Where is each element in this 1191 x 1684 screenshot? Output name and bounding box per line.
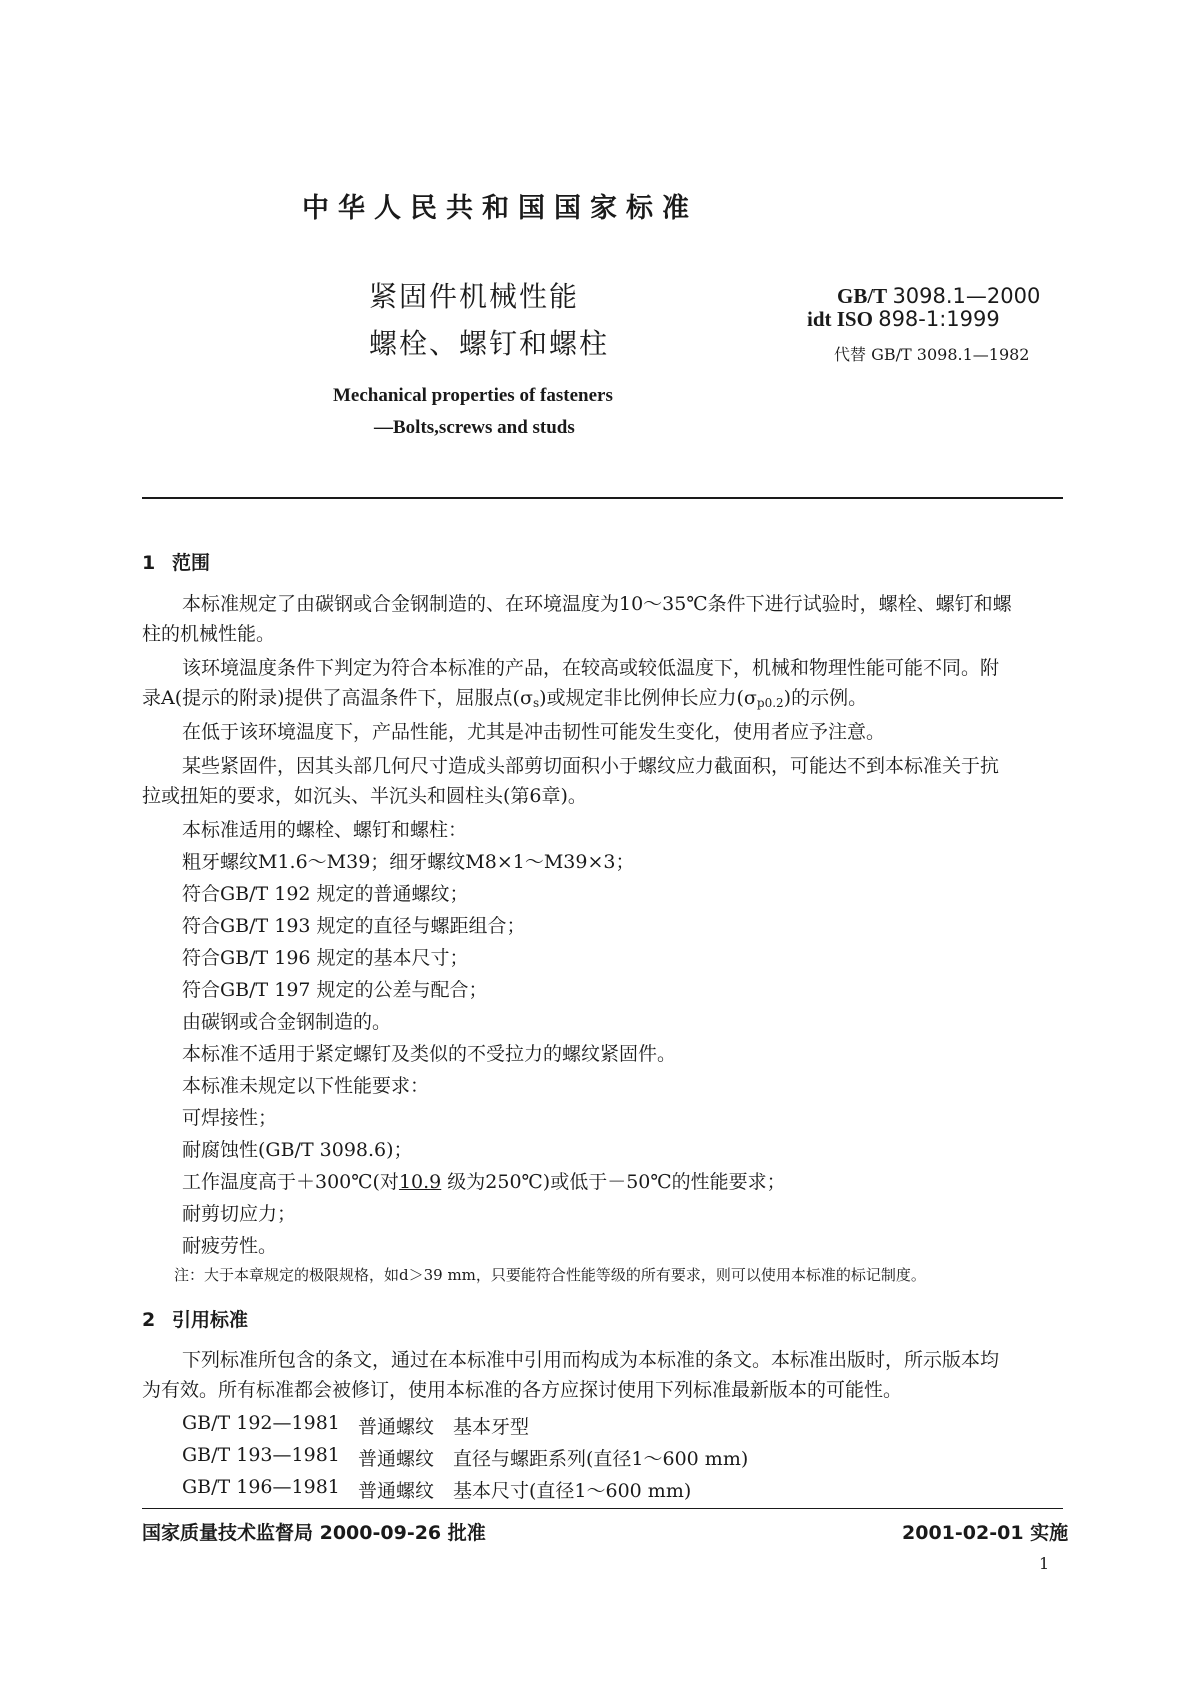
- s1-unspecified-weldability: 可焊接性；: [182, 1107, 278, 1129]
- standard-code-number: 3098.1—2000: [892, 284, 1041, 308]
- s1-note: 注：大于本章规定的极限规格，如d＞39 mm，只要能符合性能等级的所有要求，则可以使用本标准的标记制度。: [174, 1266, 926, 1284]
- reference-code: GB/T 193—1981: [182, 1444, 340, 1466]
- reference-name: 普通螺纹 基本尺寸(直径1～600 mm): [358, 1480, 692, 1502]
- s1-scope-gbt196: 符合GB/T 196 规定的基本尺寸；: [182, 947, 469, 969]
- s2-paragraph-1-line1: 下列标准所包含的条文，通过在本标准中引用而构成为本标准的条文。本标准出版时，所示版本均: [182, 1349, 1000, 1371]
- english-title-line1: Mechanical properties of fasteners: [333, 385, 613, 406]
- s1-scope-gbt193: 符合GB/T 193 规定的直径与螺距组合；: [182, 915, 526, 937]
- effective-date: 2001-02-01 实施: [902, 1522, 1069, 1544]
- approval-date: 国家质量技术监督局 2000-09-26 批准: [142, 1522, 486, 1544]
- section-1-number: 1: [142, 552, 156, 574]
- s1-paragraph-1-line2: 柱的机械性能。: [142, 623, 276, 645]
- s1-p2-text-b: )或规定非比例伸长应力(σ: [539, 687, 757, 709]
- s1-scope-material: 由碳钢或合金钢制造的。: [182, 1011, 392, 1033]
- national-standard-heading: 中华人民共和国国家标准: [302, 193, 698, 224]
- s1-exclusion: 本标准不适用于紧定螺钉及类似的不受拉力的螺纹紧固件。: [182, 1043, 677, 1065]
- standard-code-prefix: GB/T: [837, 284, 888, 308]
- idt-code: [807, 307, 1000, 332]
- idt-code-number: 898-1:1999: [878, 307, 1000, 331]
- s1-paragraph-2-line2: [142, 686, 867, 716]
- s1-scope-intro: 本标准适用的螺栓、螺钉和螺柱：: [182, 819, 468, 841]
- header-divider: [142, 497, 1063, 499]
- s1-scope-gbt197: 符合GB/T 197 规定的公差与配合；: [182, 979, 488, 1001]
- footer-divider: [142, 1508, 1063, 1509]
- document-title-line1: 紧固件机械性能: [369, 280, 580, 313]
- s1-paragraph-3: 在低于该环境温度下，产品性能，尤其是冲击韧性可能发生变化，使用者应予注意。: [182, 721, 886, 743]
- document-title-line2: 螺栓、螺钉和螺柱: [369, 327, 610, 360]
- s1-unspecified-corrosion: 耐腐蚀性(GB/T 3098.6)；: [182, 1139, 413, 1161]
- s2-paragraph-1-line2: 为有效。所有标准都会被修订，使用本标准的各方应探讨使用下列标准最新版本的可能性。: [142, 1379, 903, 1401]
- section-2-heading: [142, 1305, 248, 1332]
- s1-unspecified-shear: 耐剪切应力；: [182, 1203, 297, 1225]
- reference-code: GB/T 192—1981: [182, 1412, 340, 1434]
- english-title-line2: —Bolts,screws and studs: [374, 417, 575, 438]
- s1-paragraph-4-line1: 某些紧固件，因其头部几何尺寸造成头部剪切面积小于螺纹应力截面积，可能达不到本标准关于抗: [182, 755, 1000, 777]
- reference-name: 普通螺纹 直径与螺距系列(直径1～600 mm): [358, 1448, 749, 1470]
- replaces-standard: 代替 GB/T 3098.1—1982: [834, 345, 1030, 364]
- s1-unspecified-temperature: [182, 1170, 786, 1195]
- s1-scope-thread-range: 粗牙螺纹M1.6～M39；细牙螺纹M8×1～M39×3；: [182, 851, 635, 873]
- section-1-heading: [142, 548, 210, 575]
- s1-temp-text-a: 工作温度高于＋300℃(对: [182, 1171, 399, 1193]
- s1-p2-text-c: )的示例。: [783, 687, 868, 709]
- standard-code: [837, 284, 1040, 309]
- section-1-title: 范围: [172, 552, 211, 574]
- s1-paragraph-2-line1: 该环境温度条件下判定为符合本标准的产品，在较高或较低温度下，机械和物理性能可能不同。附: [182, 657, 1000, 679]
- s1-paragraph-1-line1: 本标准规定了由碳钢或合金钢制造的、在环境温度为10～35℃条件下进行试验时，螺栓、螺钉和螺: [182, 593, 1012, 615]
- s1-temp-grade-underlined: 10.9: [398, 1171, 442, 1193]
- s1-unspecified-intro: 本标准未规定以下性能要求：: [182, 1075, 430, 1097]
- reference-name: 普通螺纹 基本牙型: [358, 1416, 530, 1438]
- s1-unspecified-fatigue: 耐疲劳性。: [182, 1235, 278, 1257]
- idt-code-prefix: idt ISO: [807, 307, 873, 331]
- section-2-number: 2: [142, 1309, 156, 1331]
- reference-code: GB/T 196—1981: [182, 1476, 340, 1498]
- sigma-s-subscript: s: [532, 696, 540, 710]
- s1-p2-text-a: 录A(提示的附录)提供了高温条件下，屈服点(σ: [142, 687, 533, 709]
- s1-paragraph-4-line2: 拉或扭矩的要求，如沉头、半沉头和圆柱头(第6章)。: [142, 785, 587, 807]
- s1-temp-text-c: 级为250℃)或低于－50℃的性能要求；: [441, 1171, 786, 1193]
- s1-scope-gbt192: 符合GB/T 192 规定的普通螺纹；: [182, 883, 469, 905]
- sigma-p02-subscript: p0.2: [756, 696, 784, 710]
- page-number: 1: [1039, 1554, 1050, 1573]
- section-2-title: 引用标准: [172, 1309, 249, 1331]
